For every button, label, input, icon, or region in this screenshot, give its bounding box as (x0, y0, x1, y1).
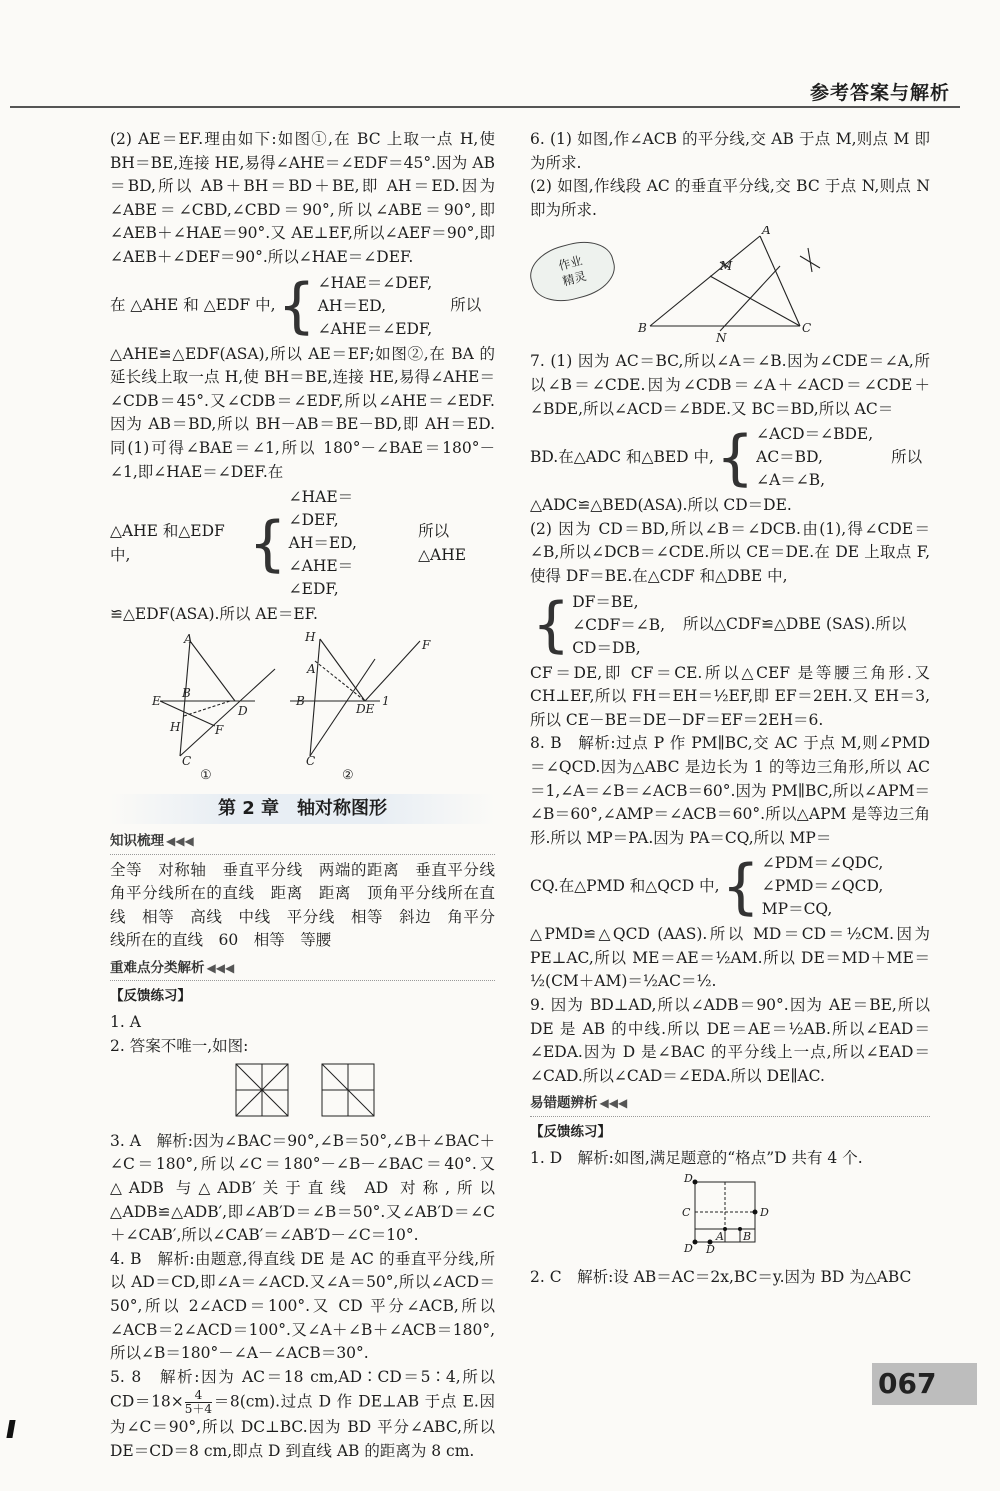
answer-text: ＝8(cm).过点 D 作 DE⊥AB 于点 E.因为∠C＝90°,所以 DC⊥BC.因为 BD 平分∠ABC,所以 DE＝CD＝8 cm,即点 D 到直线 AB 的距离为 8 cm. (110, 1392, 495, 1460)
condition: ∠A＝∠B, (756, 471, 826, 490)
congruence-conditions (110, 272, 495, 341)
condition: AC＝BD, (756, 448, 823, 467)
condition: ∠HAE＝∠DEF, (288, 488, 354, 530)
brace-lines (572, 591, 665, 660)
triple-arrow-icon: ◀◀◀ (206, 960, 235, 975)
brace-suffix: 所以△CDF≌△DBE (SAS).所以 (683, 615, 907, 634)
figure-2-label: ② (342, 767, 354, 781)
condition: ∠ACD＝∠BDE, (756, 425, 874, 444)
answer-item: (2) 因为 CD＝BD,所以∠B＝∠DCB.由(1),得∠CDE＝∠B,所以∠DCB＝∠CDE.所以 CE＝DE.在 DE 上取点 F,使得 DF＝BE.在△CDF 和△DBE 中, (530, 519, 930, 585)
condition: AH＝ED, (288, 534, 357, 553)
brace-prefix: △AHE 和△EDF 中, (110, 522, 225, 564)
condition: ∠AHE＝∠EDF, (317, 319, 433, 338)
answer-item: 9. 因为 BD⊥AD,所以∠ADB＝90°.因为 AE＝BE,所以 DE 是 AB 的中线.所以 DE＝AE＝½AB.所以∠EAD＝∠EDA.因为 D 是∠BAC 的平分线上一点,所以∠EAD＝∠CAD.所以∠CAD＝∠EDA.所以 DE∥AC. (530, 996, 930, 1085)
congruence-conditions (530, 423, 930, 492)
grid-points-figure (530, 1174, 930, 1262)
answer-item: 2. 答案不唯一,如图: (110, 1036, 249, 1055)
condition: CD＝DB, (572, 638, 641, 657)
condition: MP＝CQ, (761, 900, 833, 919)
condition: ∠PMD＝∠QCD, (761, 877, 884, 896)
condition: ∠CDF＝∠B, (572, 615, 666, 634)
chapter-title: 第 2 章 轴对称图形 (110, 794, 495, 824)
feedback-heading: 【反馈练习】 (530, 1124, 611, 1141)
answer-item: △ADC≌△BED(ASA).所以 CD＝DE. (530, 496, 792, 515)
construction-figure (530, 226, 930, 346)
svg-text:N: N (716, 331, 727, 346)
stamp-line: 精灵 (561, 269, 588, 289)
fraction-denominator: 5＋4 (184, 1402, 213, 1417)
brace-icon: { (715, 422, 755, 493)
svg-text:D: D (684, 1242, 693, 1255)
answer-item: 1. A (110, 1013, 141, 1032)
svg-text:D: D (760, 1206, 769, 1220)
brace-suffix: 所以△AHE (418, 522, 467, 564)
svg-text:M: M (720, 259, 733, 274)
answer-item: 6. (1) 如图,作∠ACB 的平分线,交 AB 于点 M,则点 M 即为所求. (530, 130, 930, 172)
svg-text:C: C (682, 1206, 691, 1220)
svg-text:D: D (684, 1174, 693, 1186)
brace-prefix: 在 △AHE 和 △EDF 中, (110, 296, 276, 315)
svg-text:H: H (305, 630, 316, 644)
svg-text:1: 1 (382, 693, 390, 708)
svg-text:D: D (706, 1243, 715, 1255)
left-column (110, 128, 511, 1464)
svg-text:B: B (296, 693, 305, 708)
section-header-error-analysis (530, 1092, 930, 1117)
answer-item: 8. B 解析:过点 P 作 PM∥BC,交 AC 于点 M,则∠PMD＝∠QCD.因为△ABC 是边长为 1 的等边三角形,所以 AC＝1,∠A＝∠B＝∠ACB＝60°.因为 PM∥BC,所以∠APM＝∠B＝60°,∠AMP＝∠ACB＝60°.所以△APM 是等边三角形.所以 MP＝PA.因为 PA＝CQ,所以 MP＝ (530, 734, 930, 847)
brace-prefix: CQ.在△PMD 和△QCD 中, (530, 876, 720, 895)
svg-text:F: F (215, 722, 224, 737)
svg-text:DE: DE (356, 701, 375, 716)
header-title: 参考答案与解析 (809, 82, 950, 104)
svg-text:B: B (182, 685, 191, 700)
brace-lines (289, 486, 400, 601)
brace-icon: { (532, 590, 571, 661)
page-number: 067 (872, 1363, 977, 1405)
brace-prefix: BD.在△ADC 和△BED 中, (530, 447, 714, 466)
corner-mark (6, 1420, 15, 1438)
condition: ∠PDM＝∠QDC, (761, 854, 884, 873)
knowledge-answers: 全等 对称轴 垂直平分线 两端的距离 垂直平分线 角平分线所在的直线 距离 距离 顶角平分线所在直线 相等 高线 中线 平分线 相等 斜边 角平分线所在的直线 60 相等 等腰 (110, 860, 511, 950)
brace-icon: { (721, 851, 760, 922)
answer-item (110, 1366, 495, 1464)
figure-1-label: ① (200, 767, 212, 781)
answer-text: 5. 8 解析:因为 AC＝18 cm,AD∶CD＝5∶4,所以 CD＝18× (110, 1367, 495, 1411)
page-header (10, 78, 960, 108)
svg-text:B: B (743, 1230, 752, 1244)
answer-item: 1. D 解析:如图,满足题意的“格点”D 共有 4 个. (530, 1148, 863, 1167)
triple-arrow-icon: ◀◀◀ (599, 1096, 628, 1111)
brace-suffix: 所以 (450, 296, 482, 315)
feedback-heading: 【反馈练习】 (110, 988, 191, 1005)
svg-text:A: A (716, 1230, 724, 1244)
right-column (530, 128, 930, 1289)
svg-text:C: C (802, 321, 812, 336)
condition: AH＝ED, (317, 296, 387, 315)
answer-item: 2. C 解析:设 AB＝AC＝2x,BC＝y.因为 BD 为△ABC (530, 1267, 912, 1286)
brace-lines (756, 423, 873, 492)
brace-lines (762, 852, 884, 921)
section-label: 易错题辨析 (530, 1095, 598, 1112)
answer-item: 7. (1) 因为 AC＝BC,所以∠A＝∠B.因为∠CDE＝∠A,所以∠B＝∠CDE.因为∠CDB＝∠A＋∠ACD＝∠CDE＋∠BDE,所以∠ACD＝∠BDE.又 BC＝BD,所以 AC＝ (530, 352, 930, 418)
congruence-conditions (110, 486, 495, 601)
svg-text:A: A (762, 226, 771, 238)
condition: DF＝BE, (572, 592, 639, 611)
answer-paragraph: ≌△EDF(ASA).所以 AE＝EF. (110, 605, 318, 624)
answer-item: (2) 如图,作线段 AC 的垂直平分线,交 BC 于点 N,则点 N 即为所求. (530, 177, 930, 219)
fraction-numerator: 4 (185, 1389, 212, 1403)
condition: ∠HAE＝∠DEF, (317, 273, 433, 292)
answer-item: CF＝DE,即 CF＝CE.所以△CEF 是等腰三角形.又 CH⊥EF,所以 FH＝EH＝½EF,即 EF＝2EH.又 EH＝3,所以 CE－BE＝DE－DF＝EF＝2EH＝6. (530, 663, 930, 729)
answer-paragraph: △AHE≌△EDF(ASA),所以 AE＝EF;如图②,在 BA 的延长线上取一点 H,使 BH＝BE,连接 HE,易得∠AHE＝∠CDB＝45°.又∠CDB＝∠EDF,所以∠AHE＝∠EDF.因为 AB＝BD,所以 BH－AB＝BE－BD,即 AH＝ED.同(1)可得∠BAE＝∠1,所以 180°－∠BAE＝180°－∠1,即∠HAE＝∠DEF.在 (110, 344, 495, 481)
answer-item: 4. B 解析:由题意,得直线 DE 是 AC 的垂直平分线,所以 AD＝CD,即∠A＝∠ACD.又∠A＝50°,所以∠ACD＝50°,所以 2∠ACD＝100°.又 CD 平分∠ACB,所以∠ACB＝2∠ACD＝100°.又∠A＋∠B＋∠ACB＝180°,所以∠B＝180°－∠A－∠ACB＝30°. (110, 1249, 495, 1363)
geometry-figure-svg (110, 631, 440, 781)
svg-text:H: H (170, 719, 181, 734)
congruence-conditions (530, 852, 930, 921)
svg-text:D: D (238, 703, 248, 718)
geometry-figures (110, 631, 495, 789)
brace-lines (318, 272, 433, 341)
condition: ∠AHE＝∠EDF, (288, 557, 354, 599)
symmetry-squares-svg (230, 1062, 400, 1118)
section-label: 知识梳理 (110, 832, 164, 849)
svg-text:B: B (638, 321, 647, 336)
answer-paragraph: (2) AE＝EF.理由如下:如图①,在 BC 上取一点 H,使 BH＝BE,连接 HE,易得∠AHE＝∠EDF＝45°.因为 AB＝BD,所以 AB＋BH＝BD＋BE,即 AH＝ED.因为∠ABE＝∠CBD,∠CBD＝90°,所以∠ABE＝90°,即∠AEB＋∠HAE＝90°.又 AE⊥EF,所以∠AEF＝90°,即∠AEB＋∠DEF＝90°.所以∠HAE＝∠DEF. (110, 130, 495, 266)
answer-item: 3. A 解析:因为∠BAC＝90°,∠B＝50°,∠B＋∠BAC＋∠C＝180°,所以∠C＝180°－∠B－∠BAC＝40°.又△ADB 与△ADB′关于直线 AD 对称,所以△ADB≌△ADB′,即∠AB′D＝∠B＝50°.又∠AB′D＝∠C＋∠CAB′,所以∠CAB′＝∠AB′D－∠C＝10°. (110, 1131, 495, 1245)
svg-text:A: A (184, 631, 193, 646)
grid-points-svg (680, 1174, 790, 1254)
triple-arrow-icon: ◀◀◀ (166, 833, 194, 848)
svg-text:F: F (422, 637, 431, 652)
symmetry-squares-figure (110, 1062, 495, 1126)
svg-text:A: A (307, 661, 316, 676)
fraction (185, 1389, 212, 1416)
section-label: 重难点分类解析 (110, 959, 205, 976)
svg-text:C: C (182, 753, 192, 768)
section-header-knowledge (110, 830, 495, 855)
congruence-conditions (530, 591, 930, 660)
brace-suffix: 所以 (891, 447, 923, 466)
answer-item: △PMD≌△QCD (AAS).所以 MD＝CD＝½CM.因为 PE⊥AC,所以 ME＝AE＝½AM.所以 DE＝MD＋ME＝½(CM＋AM)＝½AC＝½. (530, 925, 930, 991)
section-header-key-points (110, 957, 495, 982)
stamp-line: 作业 (556, 253, 584, 274)
brace-icon: { (248, 508, 287, 579)
brace-icon: { (277, 271, 316, 342)
svg-text:C: C (306, 753, 316, 768)
svg-text:E: E (152, 693, 161, 708)
